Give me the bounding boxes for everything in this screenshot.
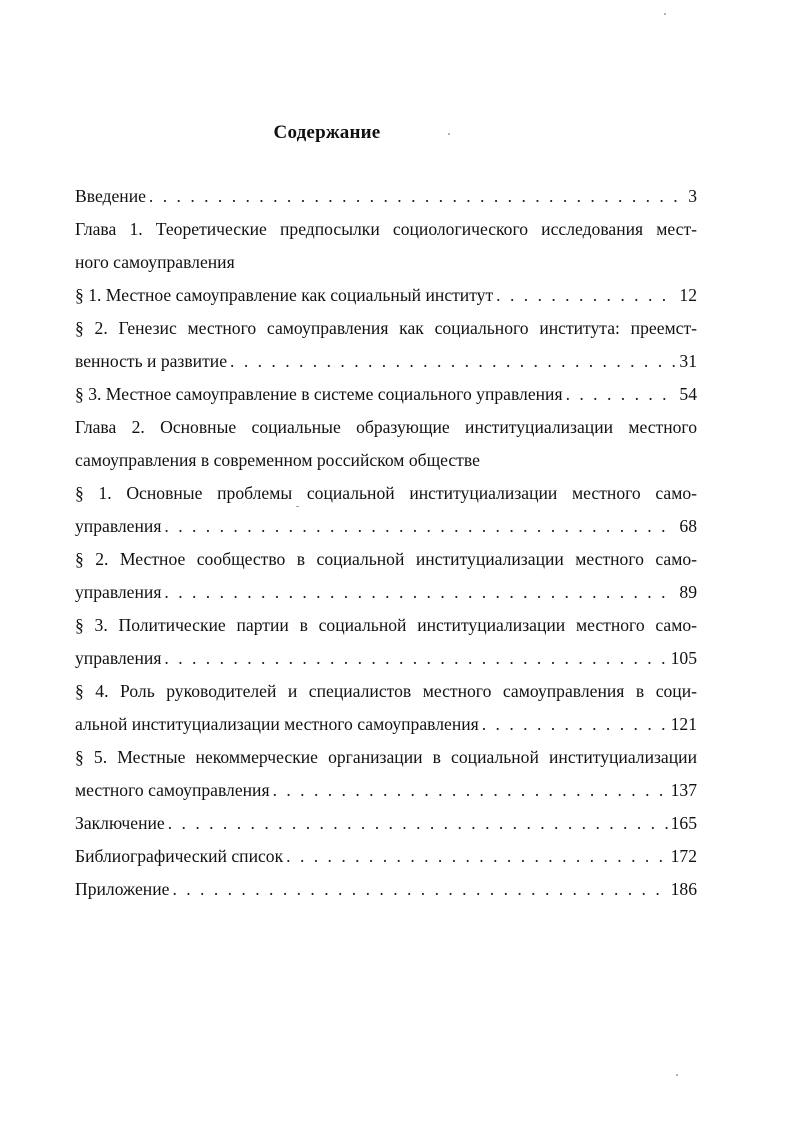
toc-chapter-2-line-1: Глава 2. Основные социальные образующие институциализации местного (75, 417, 697, 437)
toc-entry-label: управления (75, 582, 162, 602)
toc-entry-ch2-s3 (75, 642, 697, 675)
toc-entry-label: местного самоуправления (75, 780, 270, 800)
dot-leader (496, 279, 676, 312)
toc-page-number: 121 (670, 714, 697, 734)
toc-entry-ch2-s1 (75, 510, 697, 543)
toc-page-number: 54 (679, 384, 697, 404)
toc-chapter-1-line-1: Глава 1. Теоретические предпосылки социологического исследования мест- (75, 219, 697, 239)
toc-entry-ch2-s5-line-1: § 5. Местные некоммерческие организации в социальной институциализации (75, 747, 697, 767)
dot-leader (172, 873, 667, 906)
toc-entry-label: Введение (75, 186, 146, 206)
toc-entry-ch1-s2 (75, 345, 697, 378)
toc-page-number: 165 (670, 813, 697, 833)
toc-entry-label: § 3. Местное самоуправление в системе социального управления (75, 384, 563, 404)
toc-entry-ch2-s3-line-1: § 3. Политические партии в социальной институциализации местного само- (75, 615, 697, 635)
toc-entry-bibliography (75, 840, 697, 873)
toc-entry-ch2-s1-line-1: § 1. Основные проблемы социальной институциализации местного само- (75, 483, 697, 503)
toc-entry-label: § 1. Местное самоуправление как социальный институт (75, 285, 494, 305)
toc-entry-label: альной институциализации местного самоуправления (75, 714, 479, 734)
toc-entry-ch2-s4 (75, 708, 697, 741)
toc-entry-introduction (75, 180, 697, 213)
dot-leader (482, 708, 668, 741)
toc-entry-ch1-s3 (75, 378, 697, 411)
toc-entry-label: Заключение (75, 813, 165, 833)
toc-page-number: 31 (679, 351, 697, 371)
toc-entry-label: управления (75, 516, 162, 536)
scan-speck (448, 133, 450, 135)
toc-entry-ch1-s2-line-1: § 2. Генезис местного самоуправления как социального института: преемст- (75, 318, 697, 338)
toc-entry-ch2-s2 (75, 576, 697, 609)
toc-entry-conclusion (75, 807, 697, 840)
table-of-contents (75, 180, 697, 906)
toc-page-number: 172 (670, 846, 697, 866)
toc-entry-appendix (75, 873, 697, 906)
toc-entry-ch2-s2-line-1: § 2. Местное сообщество в социальной институциализации местного само- (75, 549, 697, 569)
dot-leader (230, 345, 676, 378)
toc-page-number: 89 (679, 582, 697, 602)
toc-entry-label: Приложение (75, 879, 170, 899)
toc-page-number: 105 (670, 648, 697, 668)
toc-page-number: 137 (670, 780, 697, 800)
toc-entry-label: Библиографический список (75, 846, 284, 866)
dot-leader (273, 774, 668, 807)
toc-page-number: 186 (670, 879, 697, 899)
page-title: Содержание (273, 122, 381, 143)
toc-entry-label: венность и развитие (75, 351, 228, 371)
dot-leader (168, 807, 668, 840)
toc-entry-ch1-s1 (75, 279, 697, 312)
toc-entry-label: управления (75, 648, 162, 668)
dot-leader (164, 576, 676, 609)
dot-leader (164, 510, 676, 543)
toc-chapter-1-line-2: ного самоуправления (75, 252, 235, 272)
scan-speck (296, 506, 299, 507)
toc-page-number: 3 (688, 186, 697, 206)
dot-leader (286, 840, 667, 873)
scan-speck (676, 1074, 678, 1076)
dot-leader (566, 378, 677, 411)
toc-chapter-2-line-2: самоуправления в современном российском обществе (75, 450, 480, 470)
toc-entry-ch2-s5 (75, 774, 697, 807)
toc-entry-ch2-s4-line-1: § 4. Роль руководителей и специалистов местного самоуправления в соци- (75, 681, 697, 701)
dot-leader (149, 180, 685, 213)
toc-page-number: 68 (679, 516, 697, 536)
toc-page-number: 12 (679, 285, 697, 305)
dot-leader (164, 642, 667, 675)
scan-speck (664, 13, 666, 15)
